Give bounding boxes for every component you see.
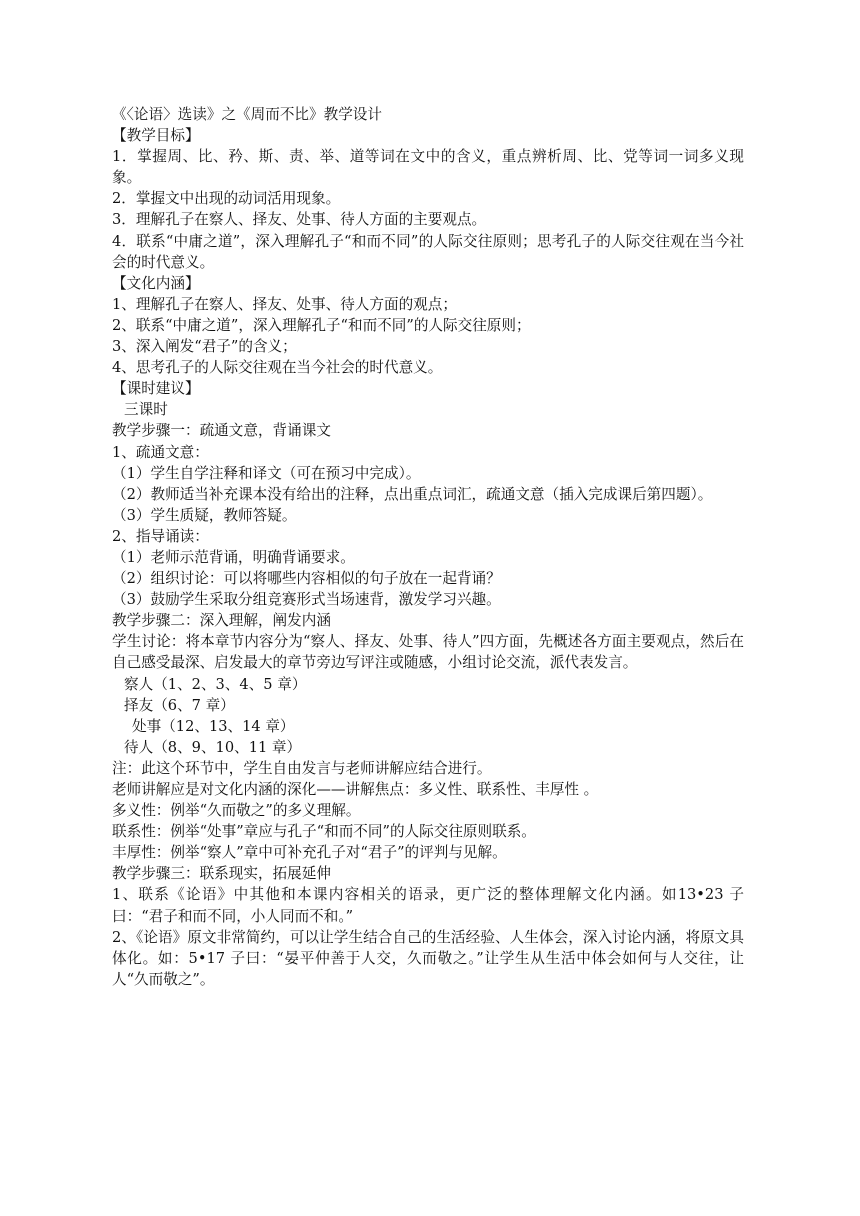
step1-item: （2）教师适当补充课本没有给出的注释，点出重点词汇，疏通文意（插入完成课后第四题）。 [112,485,713,503]
goal-item: 1．掌握周、比、矜、斯、责、举、道等词在文中的含义，重点辨析周、比、党等词一词多义现象。 [112,148,744,187]
step2-note: 多义性：例举“久而敬之”的多义理解。 [112,802,361,820]
step2-note: 联系性：例举“处事”章应与孔子“和而不同”的人际交往原则联系。 [112,823,536,841]
step2-note: 丰厚性：例举“察人”章中可补充孔子对“君子”的评判与见解。 [112,844,507,862]
step2-note: 注：此这个环节中，学生自由发言与老师讲解应结合进行。 [112,759,492,777]
culture-heading: 【文化内涵】 [112,274,200,292]
step1-item: （1）学生自学注释和译文（可在预习中完成）。 [112,464,421,482]
culture-item: 3、深入阐发“君子”的含义； [112,338,297,356]
step2-category: 择友（6、7 章） [124,696,235,714]
hours-value: 三课时 [124,401,168,419]
step1-item: （2）组织讨论：可以将哪些内容相似的句子放在一起背诵？ [112,570,501,588]
goal-item: 2．掌握文中出现的动词活用现象。 [112,190,341,208]
step2-heading: 教学步骤二：深入理解，阐发内涵 [112,612,331,630]
step1-heading: 教学步骤一：疏通文意，背诵课文 [112,422,331,440]
step2-category: 待人（8、9、10、11 章） [124,738,302,756]
goal-item: 4．联系“中庸之道”，深入理解孔子“和而不同”的人际交往原则；思考孔子的人际交往观在当今社会的时代意义。 [112,232,744,271]
document-page [112,104,744,990]
goal-item: 3．理解孔子在察人、择友、处事、待人方面的主要观点。 [112,211,487,229]
culture-item: 4、思考孔子的人际交往观在当今社会的时代意义。 [112,359,443,377]
document-title: 《〈论语〉选读》之《周而不比》教学设计 [112,106,382,123]
culture-item: 1、理解孔子在察人、择友、处事、待人方面的观点； [112,295,457,313]
hours-heading: 【课时建议】 [112,380,200,398]
step2-category: 处事（12、13、14 章） [132,717,295,735]
step1-item: （3）鼓励学生采取分组竞赛形式当场速背，激发学习兴趣。 [112,591,501,609]
step3-item: 1、联系《论语》中其他和本课内容相关的语录，更广泛的整体理解文化内涵。如13•23 子曰：“君子和而不同，小人同而不和。” [112,886,744,925]
step2-discussion: 学生讨论：将本章节内容分为“察人、择友、处事、待人”四方面，先概述各方面主要观点，然后在自己感受最深、启发最大的章节旁边写评注或随感，小组讨论交流，派代表发言。 [112,633,744,672]
step2-note: 老师讲解应是对文化内涵的深化——讲解焦点：多义性、联系性、丰厚性 。 [112,781,599,798]
step1-subheading: 1、疏通文意： [112,443,209,461]
culture-item: 2、联系“中庸之道”，深入理解孔子“和而不同”的人际交往原则； [112,316,531,334]
goals-heading: 【教学目标】 [112,127,200,145]
step1-item: （1）老师示范背诵，明确背诵要求。 [112,548,355,566]
step1-item: （3）学生质疑，教师答疑。 [112,506,297,524]
step3-heading: 教学步骤三：联系现实，拓展延伸 [112,865,331,883]
step2-category: 察人（1、2、3、4、5 章） [124,675,307,693]
step1-subheading: 2、指导诵读： [112,527,209,545]
step3-item: 2、《论语》原文非常简约，可以让学生结合自己的生活经验、人生体会，深入讨论内涵，将原文具体化。如：5•17 子曰：“晏平仲善于人交，久而敬之。”让学生从生活中体会如何与人交往，让人“久而敬之”。 [112,928,744,988]
